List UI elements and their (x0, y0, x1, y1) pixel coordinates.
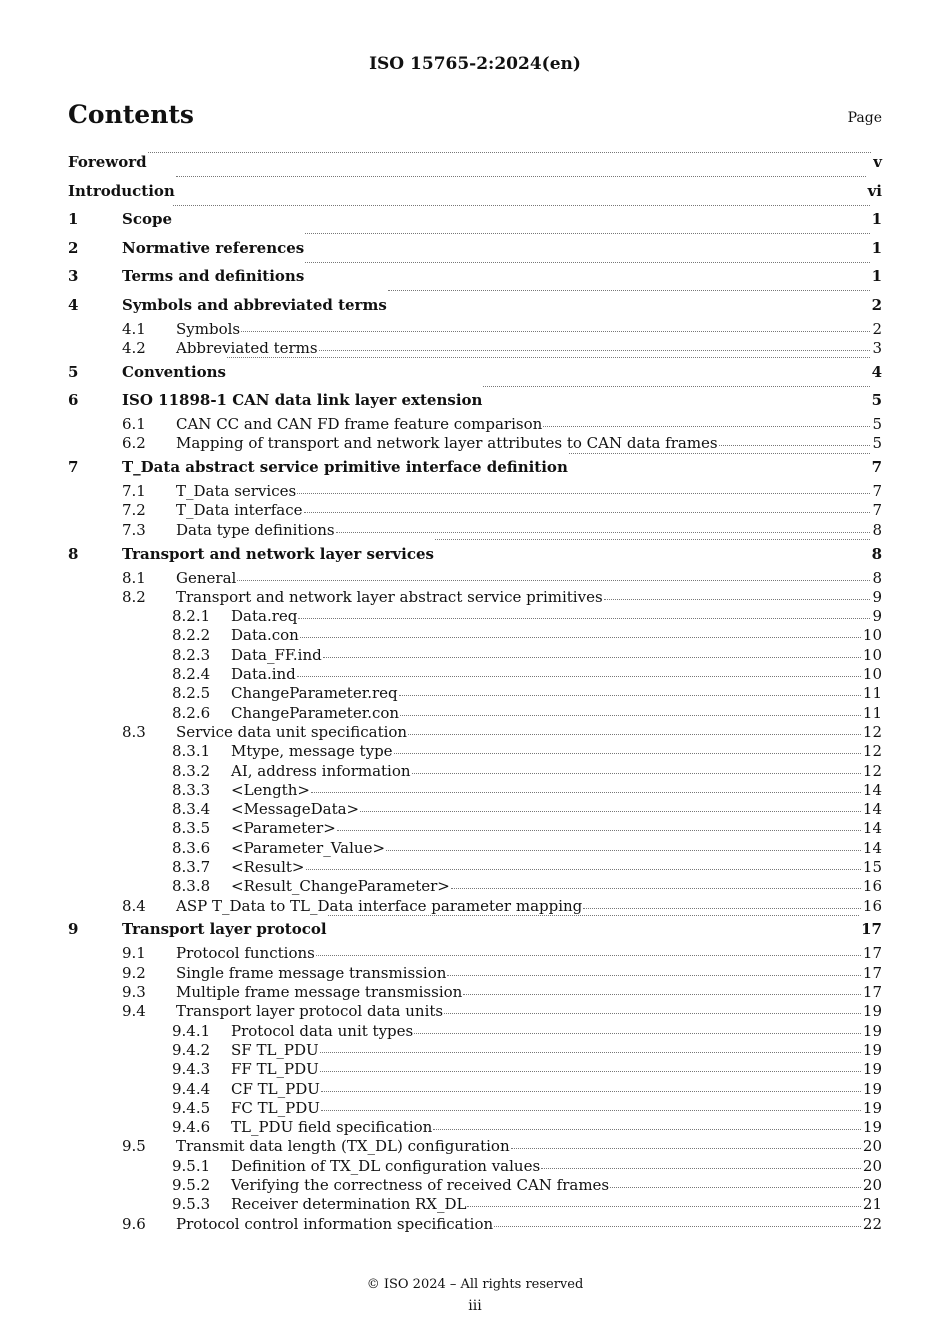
toc-entry[interactable] (68, 839, 882, 858)
toc-entry-number: 8.3.7 (172, 858, 211, 877)
toc-entry[interactable] (68, 153, 882, 177)
toc-entry-title: Mtype, message type (231, 742, 393, 761)
dot-leader (321, 1090, 861, 1092)
toc-entry-title: Receiver determination RX_DL (231, 1195, 467, 1214)
dot-leader (305, 232, 869, 234)
toc-entry[interactable] (68, 944, 882, 963)
toc-entry-page: 15 (862, 858, 882, 877)
toc-entry-title: ChangeParameter.req (231, 684, 398, 703)
toc-entry-number: 7 (68, 458, 79, 477)
toc-entry-title: Conventions (122, 362, 226, 381)
toc-entry-title: ASP T_Data to TL_Data interface parameter mapping (176, 896, 583, 915)
dot-leader (241, 330, 870, 332)
dot-leader (399, 694, 861, 696)
toc-entry-page: 2 (872, 319, 882, 338)
toc-entry-title: Symbols and abbreviated terms (122, 295, 387, 314)
toc-entry-number: 4.2 (122, 338, 146, 357)
toc-entry-page: 19 (862, 1118, 882, 1137)
toc-entry-number: 1 (68, 210, 79, 228)
toc-entry-title: Mapping of transport and network layer attributes to CAN data frames (176, 434, 718, 453)
toc-entry-title: FF TL_PDU (231, 1060, 319, 1079)
toc-entry-title: AI, address information (231, 761, 411, 780)
toc-entry[interactable] (68, 177, 882, 206)
toc-entry-page: 20 (862, 1156, 882, 1175)
toc-entry-page: 5 (871, 391, 882, 410)
toc-entry-page: 21 (862, 1195, 882, 1214)
dot-leader (386, 849, 861, 851)
toc-entry-number: 8.3.1 (172, 742, 211, 761)
toc-entry-number: 7.1 (122, 482, 146, 501)
toc-entry[interactable] (68, 1176, 882, 1195)
toc-entry[interactable] (68, 588, 882, 607)
toc-entry-number: 7.3 (122, 520, 146, 539)
toc-entry-title: Verifying the correctness of received CAN frames (231, 1175, 610, 1194)
toc-entry-title: Definition of TX_DL configuration values (231, 1156, 541, 1175)
toc-entry-page: 10 (862, 626, 882, 645)
dot-leader (569, 452, 870, 454)
toc-entry-page: 11 (862, 703, 882, 722)
dot-leader (176, 175, 866, 177)
dot-leader (412, 772, 861, 774)
dot-leader (323, 656, 861, 658)
toc-entry-number: 9.4 (122, 1002, 146, 1021)
toc-entry-page: 4 (871, 362, 882, 381)
toc-entry-page: 7 (872, 501, 882, 520)
dot-leader (583, 907, 861, 909)
toc-entry-title: Symbols (176, 319, 241, 338)
toc-entry-title: ChangeParameter.con (231, 703, 400, 722)
toc-entry-title: TL_PDU field specification (231, 1118, 433, 1137)
toc-entry-page: 5 (872, 434, 882, 453)
toc-entry[interactable] (68, 626, 882, 645)
toc-entry-number: 9.4.2 (172, 1040, 211, 1059)
toc-entry-number: 8.3.8 (172, 877, 211, 896)
dot-leader (316, 954, 861, 956)
dot-leader (300, 636, 861, 638)
toc-entry-number: 9.4.1 (172, 1021, 211, 1040)
dot-leader (321, 1109, 861, 1111)
toc-entry-page: 3 (872, 338, 882, 357)
dot-leader (541, 1167, 861, 1169)
toc-entry-number: 8.2 (122, 587, 146, 606)
toc-entry-page: 17 (862, 963, 882, 982)
toc-entry[interactable] (68, 540, 882, 569)
toc-entry[interactable] (68, 684, 882, 703)
toc-entry-page: 8 (872, 568, 882, 587)
toc-entry[interactable] (68, 1118, 882, 1137)
toc-entry-page: 1 (871, 267, 882, 285)
toc-entry-title: Multiple frame message transmission (176, 983, 463, 1002)
dot-leader (444, 1012, 861, 1014)
toc-entry-page: 12 (862, 742, 882, 761)
toc-entry-title: Scope (122, 210, 173, 228)
dot-leader (305, 261, 869, 263)
dot-leader (311, 791, 861, 793)
toc-entry[interactable] (68, 1002, 882, 1021)
toc-entry[interactable] (68, 320, 882, 339)
dot-leader (463, 993, 861, 995)
dot-leader (483, 385, 869, 387)
toc-entry-title: ISO 11898-1 CAN data link layer extension (122, 391, 483, 410)
toc-entry[interactable] (68, 723, 882, 742)
toc-entry[interactable] (68, 1157, 882, 1176)
toc-entry-page: 8 (872, 520, 882, 539)
toc-entry-title: T_Data abstract service primitive interface definition (122, 458, 568, 477)
toc-entry-number: 5 (68, 362, 79, 381)
toc-entry[interactable] (68, 1137, 882, 1156)
toc-entry-title: Introduction (68, 181, 175, 200)
toc-entry-title: Data.ind (231, 665, 296, 684)
toc-entry-number: 4 (68, 295, 79, 314)
toc-entry-number: 9.4.5 (172, 1098, 211, 1117)
toc-entry-title: SF TL_PDU (231, 1040, 319, 1059)
toc-entry-number: 9.6 (122, 1214, 146, 1233)
toc-entry-number: 8.3.2 (172, 761, 211, 780)
toc-entry-title: Foreword (68, 153, 147, 171)
toc-entry-title: Terms and definitions (122, 267, 305, 285)
toc-entry-page: 17 (861, 920, 882, 939)
dot-leader (148, 151, 872, 153)
toc-entry-page: 14 (862, 780, 882, 799)
toc-entry[interactable] (68, 983, 882, 1002)
dot-leader (227, 356, 870, 358)
dot-leader (297, 492, 870, 494)
toc-entry-number: 6.2 (122, 434, 146, 453)
toc-entry-title: Transport and network layer services (122, 544, 434, 563)
toc-entry[interactable] (68, 1080, 882, 1099)
dot-leader (306, 868, 861, 870)
toc-entry-page: 20 (862, 1175, 882, 1194)
dot-leader (494, 1225, 861, 1227)
toc-entry-page: vi (867, 181, 882, 200)
toc-entry-number: 9.5.3 (172, 1195, 211, 1214)
toc-entry-number: 9.3 (122, 983, 146, 1002)
dot-leader (511, 1147, 861, 1149)
toc-entry-page: 12 (862, 722, 882, 741)
toc-entry-number: 8.2.1 (172, 607, 211, 626)
toc-entry[interactable] (68, 916, 882, 945)
toc-entry-page: 2 (871, 295, 882, 314)
toc-entry-page: 7 (872, 482, 882, 501)
toc-entry[interactable] (68, 263, 882, 292)
toc-entry-title: T_Data services (176, 482, 297, 501)
toc-entry-page: v (873, 153, 882, 171)
toc-entry-title: Abbreviated terms (176, 338, 318, 357)
dot-leader (394, 752, 861, 754)
toc-entry-title: Transmit data length (TX_DL) configuration (176, 1137, 510, 1156)
dot-leader (360, 810, 861, 812)
toc-entry[interactable] (68, 291, 882, 320)
toc-entry[interactable] (68, 482, 882, 501)
dot-leader (467, 1205, 860, 1207)
toc-entry-page: 19 (862, 1098, 882, 1117)
toc-entry-title: Transport and network layer abstract service primitives (176, 587, 603, 606)
toc-entry-page: 5 (872, 415, 882, 434)
dot-leader (451, 887, 861, 889)
toc-entry[interactable] (68, 665, 882, 684)
toc-entry-title: FC TL_PDU (231, 1098, 320, 1117)
toc-entry-page: 11 (862, 684, 882, 703)
toc-entry-page: 9 (872, 607, 882, 626)
toc-entry-number: 6 (68, 391, 79, 410)
toc-entry-title: CAN CC and CAN FD frame feature comparison (176, 415, 543, 434)
dot-leader (719, 444, 871, 446)
toc-entry[interactable] (68, 569, 882, 588)
document-id: ISO 15765-2:2024(en) (369, 54, 581, 74)
toc-entry-page: 17 (862, 983, 882, 1002)
toc-entry-number: 8.2.5 (172, 684, 211, 703)
copyright-notice: © ISO 2024 – All rights reserved (366, 1277, 584, 1292)
dot-leader (408, 733, 861, 735)
toc-entry-number: 9.1 (122, 944, 146, 963)
dot-leader (337, 829, 861, 831)
toc-entry[interactable] (68, 704, 882, 723)
toc-entry-number: 9.2 (122, 963, 146, 982)
toc-entry-number: 8.3.5 (172, 819, 211, 838)
toc-entry-number: 8 (68, 544, 79, 563)
toc-entry-title: Transport layer protocol data units (176, 1002, 444, 1021)
toc-entry-page: 14 (862, 819, 882, 838)
toc-entry-number: 9.5 (122, 1137, 146, 1156)
toc-entry-page: 14 (862, 838, 882, 857)
toc-entry-number: 9.4.4 (172, 1079, 211, 1098)
toc-entry-number: 9.5.1 (172, 1156, 211, 1175)
toc-entry-number: 3 (68, 267, 79, 285)
toc-entry[interactable] (68, 415, 882, 434)
toc-entry[interactable] (68, 454, 882, 483)
dot-leader (604, 598, 871, 600)
toc-entry-title: Transport layer protocol (122, 920, 327, 939)
toc-entry[interactable] (68, 1060, 882, 1079)
toc-entry[interactable] (68, 964, 882, 983)
dot-leader (320, 1070, 861, 1072)
toc-entry-page: 19 (862, 1060, 882, 1079)
toc-entry-number: 8.2.2 (172, 626, 211, 645)
toc-entry-title: Data.req (231, 607, 298, 626)
dot-leader (610, 1186, 861, 1188)
toc-entry-page: 7 (871, 458, 882, 477)
toc-entry-page: 16 (862, 877, 882, 896)
toc-entry-title: <Length> (231, 780, 310, 799)
toc-entry-number: 9.5.2 (172, 1175, 211, 1194)
toc-entry-title: <Result_ChangeParameter> (231, 877, 450, 896)
dot-leader (237, 579, 870, 581)
page-column-label: Page (847, 110, 882, 126)
toc-entry-page: 1 (871, 210, 882, 228)
toc-entry[interactable] (68, 234, 882, 263)
toc-entry-page: 10 (862, 645, 882, 664)
toc-entry-title: <Result> (231, 858, 305, 877)
dot-leader (336, 531, 871, 533)
toc-entry[interactable] (68, 819, 882, 838)
dot-leader (297, 675, 861, 677)
dot-leader (173, 204, 870, 206)
toc-entry[interactable] (68, 387, 882, 416)
toc-entry[interactable] (68, 742, 882, 761)
toc-entry-title: Protocol control information specification (176, 1214, 494, 1233)
toc-entry-title: Service data unit specification (176, 722, 408, 741)
toc-entry-page: 17 (862, 944, 882, 963)
toc-entry-page: 1 (871, 238, 882, 257)
toc-entry[interactable] (68, 877, 882, 896)
toc-entry-title: <Parameter_Value> (231, 838, 386, 857)
toc-entry-number: 8.3.4 (172, 800, 211, 819)
toc-entry[interactable] (68, 1099, 882, 1118)
dot-leader (435, 538, 870, 540)
toc-entry-title: Data.con (231, 626, 299, 645)
toc-entry-number: 9.4.6 (172, 1118, 211, 1137)
toc-entry-page: 14 (862, 800, 882, 819)
dot-leader (400, 714, 861, 716)
toc-entry-page: 19 (862, 1002, 882, 1021)
toc-entry-number: 6.1 (122, 415, 146, 434)
dot-leader (304, 511, 871, 513)
dot-leader (319, 349, 871, 351)
toc-entry[interactable] (68, 1022, 882, 1041)
toc-entry-title: CF TL_PDU (231, 1079, 320, 1098)
toc-entry-number: 8.3.6 (172, 838, 211, 857)
toc-entry-title: <Parameter> (231, 819, 336, 838)
dot-leader (433, 1128, 861, 1130)
toc-entry-page: 16 (862, 896, 882, 915)
toc-entry-page: 19 (862, 1040, 882, 1059)
toc-entry[interactable] (68, 781, 882, 800)
toc-entry[interactable] (68, 858, 882, 877)
toc-entry[interactable] (68, 800, 882, 819)
toc-entry-page: 20 (862, 1137, 882, 1156)
dot-leader (388, 289, 870, 291)
toc-entry-title: <MessageData> (231, 800, 360, 819)
toc-entry[interactable] (68, 646, 882, 665)
dot-leader (328, 914, 860, 916)
toc-entry-number: 8.1 (122, 568, 146, 587)
dot-leader (298, 617, 870, 619)
toc-entry-title: Data type definitions (176, 520, 335, 539)
toc-entry[interactable] (68, 607, 882, 626)
toc-entry-number: 8.3.3 (172, 780, 211, 799)
toc-entry-number: 2 (68, 238, 79, 257)
toc-entry-title: Data_FF.ind (231, 645, 322, 664)
toc-entry-page: 9 (872, 587, 882, 606)
dot-leader (447, 974, 861, 976)
dot-leader (320, 1051, 861, 1053)
table-of-contents (68, 153, 882, 1234)
toc-entry[interactable] (68, 358, 882, 387)
toc-entry-number: 4.1 (122, 319, 146, 338)
toc-entry-title: General (176, 568, 237, 587)
toc-entry[interactable] (68, 762, 882, 781)
dot-leader (543, 425, 870, 427)
contents-title: Contents (68, 100, 195, 129)
toc-entry-number: 9 (68, 920, 79, 939)
toc-entry[interactable] (68, 1215, 882, 1234)
toc-entry-number: 9.4.3 (172, 1060, 211, 1079)
toc-entry-number: 7.2 (122, 501, 146, 520)
toc-entry-page: 10 (862, 665, 882, 684)
dot-leader (414, 1032, 861, 1034)
toc-entry-number: 8.2.3 (172, 645, 211, 664)
toc-entry-title: Protocol data unit types (231, 1021, 414, 1040)
toc-entry[interactable] (68, 501, 882, 520)
toc-entry-page: 12 (862, 761, 882, 780)
toc-entry-number: 8.2.4 (172, 665, 211, 684)
toc-entry-title: Single frame message transmission (176, 963, 447, 982)
page-number: iii (468, 1298, 482, 1314)
toc-entry-page: 19 (862, 1021, 882, 1040)
toc-entry[interactable] (68, 1041, 882, 1060)
toc-entry-page: 8 (871, 544, 882, 563)
toc-entry-number: 8.3 (122, 722, 146, 741)
toc-entry-number: 8.4 (122, 896, 146, 915)
toc-entry-number: 8.2.6 (172, 703, 211, 722)
toc-entry-title: T_Data interface (176, 501, 303, 520)
toc-entry[interactable] (68, 206, 882, 235)
toc-entry-title: Protocol functions (176, 944, 315, 963)
toc-entry-title: Normative references (122, 238, 305, 257)
toc-entry-page: 19 (862, 1079, 882, 1098)
toc-entry-page: 22 (862, 1214, 882, 1233)
toc-entry[interactable] (68, 1195, 882, 1214)
